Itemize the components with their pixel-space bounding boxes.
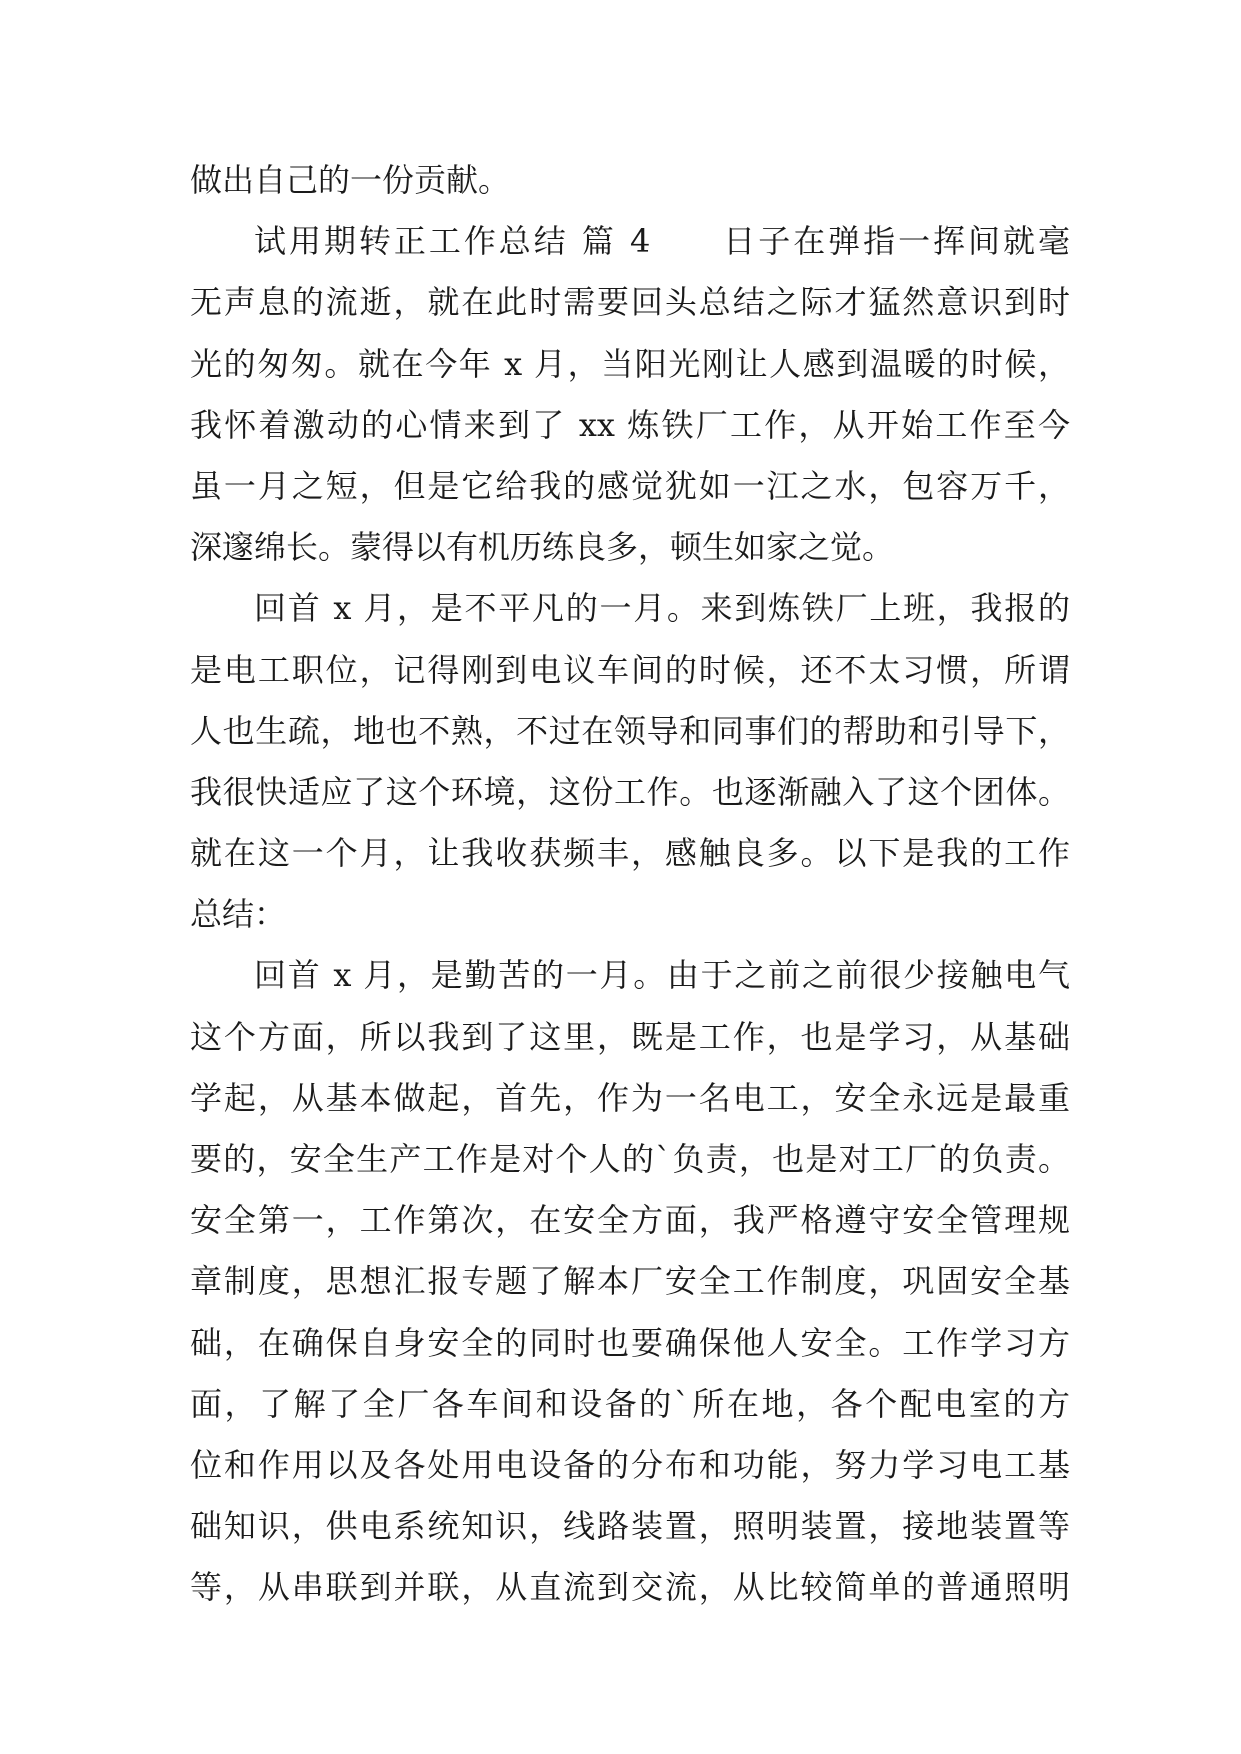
- text-line: 面，了解了全厂各车间和设备的`所在地，各个配电室的方: [190, 1384, 1070, 1423]
- text-line: 就在这一个月，让我收获频丰，感触良多。以下是我的工作: [190, 834, 1070, 873]
- text-line: 安全第一，工作第次，在安全方面，我严格遵守安全管理规: [190, 1201, 1070, 1240]
- section-heading-line: 试用期转正工作总结 篇 4 日子在弹指一挥间就毫: [254, 222, 1070, 261]
- text-line: 总结：: [190, 895, 287, 934]
- text-line: 位和作用以及各处用电设备的分布和功能，努力学习电工基: [190, 1445, 1070, 1484]
- text-line: 虽一月之短，但是它给我的感觉犹如一江之水，包容万千，: [190, 466, 1070, 505]
- text-line: 我怀着激动的心情来到了 xx 炼铁厂工作，从开始工作至今: [190, 405, 1070, 444]
- text-line: 是电工职位，记得刚到电议车间的时候，还不太习惯，所谓: [190, 650, 1070, 689]
- text-line: 这个方面，所以我到了这里，既是工作，也是学习，从基础: [190, 1017, 1070, 1056]
- text-line: 础，在确保自身安全的同时也要确保他人安全。工作学习方: [190, 1323, 1070, 1362]
- paragraph-first-line: 回首 x 月，是不平凡的一月。来到炼铁厂上班，我报的: [254, 589, 1070, 628]
- text-line: 深邃绵长。蒙得以有机历练良多，顿生如家之觉。: [190, 528, 895, 567]
- paragraph-first-line: 回首 x 月，是勤苦的一月。由于之前之前很少接触电气: [254, 956, 1070, 995]
- text-line: 础知识，供电系统知识，线路装置，照明装置，接地装置等: [190, 1507, 1070, 1546]
- text-line: 等，从串联到并联，从直流到交流，从比较简单的普通照明: [190, 1568, 1070, 1607]
- text-line: 无声息的流逝，就在此时需要回头总结之际才猛然意识到时: [190, 283, 1070, 322]
- text-line: 光的匆匆。就在今年 x 月，当阳光刚让人感到温暖的时候，: [190, 344, 1070, 383]
- text-line: 我很快适应了这个环境，这份工作。也逐渐融入了这个团体。: [190, 772, 1070, 811]
- text-line: 做出自己的一份贡献。: [190, 161, 511, 199]
- text-line: 要的，安全生产工作是对个人的`负责，也是对工厂的负责。: [190, 1140, 1070, 1178]
- document-body: [190, 150, 1070, 1619]
- text-line: 章制度，思想汇报专题了解本厂安全工作制度，巩固安全基: [190, 1262, 1070, 1301]
- text-line: 人也生疏，地也不熟，不过在领导和同事们的帮助和引导下，: [190, 711, 1070, 750]
- text-line: 学起，从基本做起，首先，作为一名电工，安全永远是最重: [190, 1078, 1070, 1117]
